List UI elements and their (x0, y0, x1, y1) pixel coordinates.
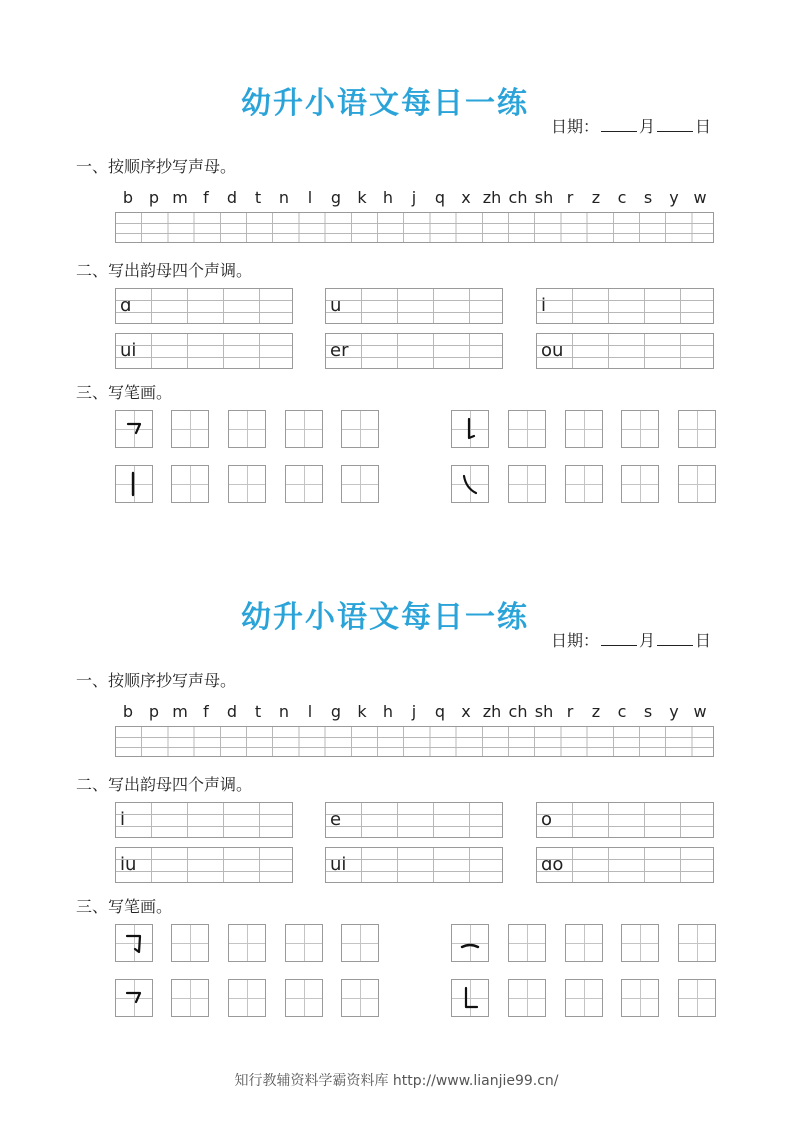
final-writing-box[interactable] (536, 847, 714, 883)
initial-letter: h (382, 702, 394, 721)
stroke-model-box (115, 410, 153, 448)
shu-zhe-stroke-icon (452, 411, 488, 447)
initial-letter: l (307, 702, 313, 721)
initial-letter: x (461, 188, 471, 207)
final-writing-box[interactable] (325, 802, 503, 838)
day-blank[interactable] (657, 631, 693, 646)
final-label: e (330, 809, 342, 830)
shu-stroke-icon (116, 466, 152, 502)
stroke-practice-box[interactable] (678, 979, 716, 1017)
stroke-practice-box[interactable] (341, 465, 379, 503)
initial-letter: s (643, 188, 653, 207)
stroke-practice-box[interactable] (341, 924, 379, 962)
initial-letter: d (226, 188, 238, 207)
initial-letter: m (172, 702, 188, 721)
day-blank[interactable] (657, 117, 693, 132)
initial-letter: q (434, 702, 446, 721)
heng-pie-stroke-icon (452, 925, 488, 961)
final-label: i (541, 295, 547, 316)
section-1-title: 一、按顺序抄写声母。 (76, 157, 237, 176)
initial-letter: z (591, 188, 601, 207)
final-writing-box[interactable] (325, 333, 503, 369)
stroke-practice-box[interactable] (171, 979, 209, 1017)
date-line (551, 628, 711, 651)
final-writing-box[interactable] (325, 847, 503, 883)
worksheet-title: 幼升小语文每日一练 (241, 600, 529, 635)
stroke-practice-box[interactable] (508, 924, 546, 962)
stroke-practice-box[interactable] (508, 465, 546, 503)
month-label: 月 (639, 631, 656, 650)
section-2-title: 二、写出韵母四个声调。 (76, 775, 253, 794)
month-blank[interactable] (601, 117, 637, 132)
initial-letter: b (122, 188, 134, 207)
initial-letter: l (307, 188, 313, 207)
final-writing-box[interactable] (115, 847, 293, 883)
stroke-model-box (115, 465, 153, 503)
stroke-practice-box[interactable] (228, 465, 266, 503)
stroke-model-box (115, 979, 153, 1017)
final-label: o (541, 809, 553, 830)
worksheet-1 (0, 78, 793, 578)
stroke-practice-box[interactable] (228, 410, 266, 448)
initial-letter: sh (534, 702, 554, 721)
final-writing-box[interactable] (115, 802, 293, 838)
initial-letter: y (669, 188, 679, 207)
final-label: ɑo (541, 854, 564, 875)
stroke-practice-box[interactable] (621, 924, 659, 962)
stroke-practice-box[interactable] (678, 924, 716, 962)
final-writing-box[interactable] (325, 288, 503, 324)
initial-letter: n (278, 702, 290, 721)
initial-letter: m (172, 188, 188, 207)
final-label: ou (541, 340, 564, 361)
initial-letter: r (566, 188, 574, 207)
initial-letter: f (203, 188, 209, 207)
section-2-title: 二、写出韵母四个声调。 (76, 261, 253, 280)
initial-letter: t (254, 188, 262, 207)
initial-letter: k (357, 702, 367, 721)
final-writing-box[interactable] (536, 333, 714, 369)
initial-letter: sh (534, 188, 554, 207)
date-line (551, 114, 711, 137)
stroke-practice-box[interactable] (565, 979, 603, 1017)
initial-letter: j (411, 702, 417, 721)
section-1-title: 一、按顺序抄写声母。 (76, 671, 237, 690)
shu-zhe-stroke-icon (452, 980, 488, 1016)
stroke-practice-box[interactable] (285, 465, 323, 503)
stroke-practice-box[interactable] (171, 410, 209, 448)
stroke-practice-box[interactable] (621, 979, 659, 1017)
initial-letter: w (693, 188, 707, 207)
stroke-practice-box[interactable] (341, 410, 379, 448)
stroke-practice-box[interactable] (285, 979, 323, 1017)
stroke-model-box (451, 410, 489, 448)
initial-letter: g (330, 702, 342, 721)
stroke-model-box (451, 465, 489, 503)
month-label: 月 (639, 117, 656, 136)
final-label: iu (120, 854, 137, 875)
initial-letter: f (203, 702, 209, 721)
initial-letter: zh (482, 188, 502, 207)
final-writing-box[interactable] (536, 802, 714, 838)
stroke-practice-box[interactable] (678, 465, 716, 503)
initial-letter: n (278, 188, 290, 207)
initial-letter: zh (482, 702, 502, 721)
final-label: ui (120, 340, 137, 361)
stroke-practice-box[interactable] (565, 410, 603, 448)
stroke-practice-box[interactable] (285, 410, 323, 448)
initial-letter: g (330, 188, 342, 207)
initial-letter: c (617, 702, 627, 721)
initials-writing-grid[interactable] (115, 726, 714, 757)
initial-letter: p (148, 188, 160, 207)
worksheet-2 (0, 592, 793, 1092)
stroke-practice-box[interactable] (565, 465, 603, 503)
date-label: 日期： (551, 117, 600, 136)
heng-zhe-stroke-icon (116, 411, 152, 447)
final-writing-box[interactable] (115, 288, 293, 324)
stroke-practice-box[interactable] (341, 979, 379, 1017)
initial-letter: w (693, 702, 707, 721)
initial-letter: ch (508, 188, 528, 207)
wo-gou-stroke-icon (452, 466, 488, 502)
heng-zhe-gou-stroke-icon (116, 925, 152, 961)
initial-letter: b (122, 702, 134, 721)
section-3-title: 三、写笔画。 (76, 897, 173, 916)
final-label: ɑ (120, 295, 132, 316)
stroke-practice-box[interactable] (621, 410, 659, 448)
initial-letter: t (254, 702, 262, 721)
stroke-model-box (451, 979, 489, 1017)
stroke-practice-box[interactable] (678, 410, 716, 448)
initial-letter: q (434, 188, 446, 207)
initials-row (115, 702, 715, 724)
stroke-practice-box[interactable] (228, 979, 266, 1017)
final-label: u (330, 295, 342, 316)
initial-letter: c (617, 188, 627, 207)
initial-letter: h (382, 188, 394, 207)
stroke-practice-box[interactable] (565, 924, 603, 962)
initial-letter: s (643, 702, 653, 721)
month-blank[interactable] (601, 631, 637, 646)
stroke-practice-box[interactable] (228, 924, 266, 962)
final-label: ui (330, 854, 347, 875)
final-writing-box[interactable] (115, 333, 293, 369)
initial-letter: ch (508, 702, 528, 721)
stroke-practice-box[interactable] (171, 465, 209, 503)
initials-row (115, 188, 715, 210)
initial-letter: p (148, 702, 160, 721)
final-label: er (330, 340, 349, 361)
final-writing-box[interactable] (536, 288, 714, 324)
day-label: 日 (695, 631, 712, 650)
stroke-practice-box[interactable] (621, 465, 659, 503)
stroke-practice-box[interactable] (285, 924, 323, 962)
initials-writing-grid[interactable] (115, 212, 714, 243)
stroke-practice-box[interactable] (508, 410, 546, 448)
date-label: 日期： (551, 631, 600, 650)
page-footer: 知行教辅资料学霸资料库 http://www.lianjie99.cn/ (234, 1073, 559, 1089)
initial-letter: z (591, 702, 601, 721)
initial-letter: r (566, 702, 574, 721)
stroke-model-box (451, 924, 489, 962)
initial-letter: d (226, 702, 238, 721)
stroke-model-box (115, 924, 153, 962)
heng-zhe-stroke-icon (116, 980, 152, 1016)
initial-letter: y (669, 702, 679, 721)
initial-letter: k (357, 188, 367, 207)
worksheet-title: 幼升小语文每日一练 (241, 86, 529, 121)
stroke-practice-box[interactable] (171, 924, 209, 962)
initial-letter: x (461, 702, 471, 721)
stroke-practice-box[interactable] (508, 979, 546, 1017)
day-label: 日 (695, 117, 712, 136)
initial-letter: j (411, 188, 417, 207)
final-label: i (120, 809, 126, 830)
section-3-title: 三、写笔画。 (76, 383, 173, 402)
